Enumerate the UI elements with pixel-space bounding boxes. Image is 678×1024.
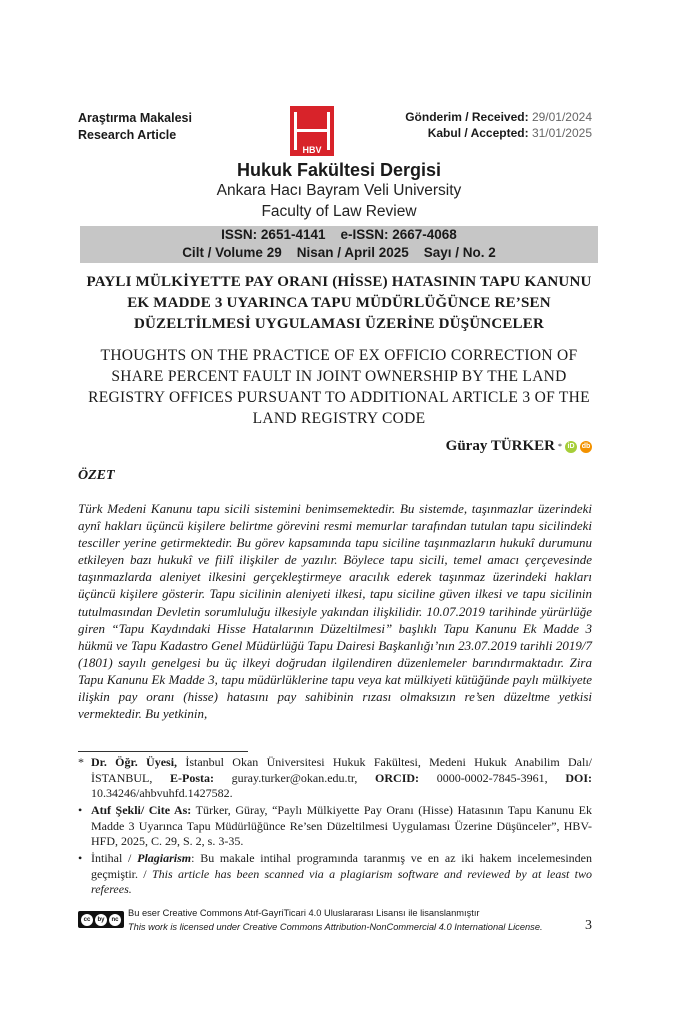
received-label: Gönderim / Received:: [405, 110, 529, 124]
article-title-tr: PAYLI MÜLKİYETTE PAY ORANI (HİSSE) HATASININ TAPU KANUNU EK MADDE 3 UYARINCA TAPU MÜDÜRLÜĞÜNCE RE’SEN DÜZELTİLMESİ UYGULAMASI ÜZERİNE DÜŞÜNCELER: [86, 274, 592, 332]
received-date: [405, 110, 592, 124]
article-type-en: Research Article: [78, 128, 177, 142]
accepted-date: [428, 126, 592, 140]
article-title-en: THOUGHTS ON THE PRACTICE OF EX OFFICIO CORRECTION OF SHARE PERCENT FAULT IN JOINT OWNERSHIP BY THE LAND REGISTRY OFFICES PURSUANT TO ADDITIONAL ARTICLE 3 OF THE LAND REGISTRY CODE: [88, 347, 590, 427]
nc-icon: nc: [109, 914, 121, 926]
plagiarism-text-en: This article has been scanned via a plagiarism software and reviewed by at least two referees.: [91, 866, 592, 896]
author-name: Güray TÜRKER: [445, 438, 555, 454]
hbv-logo: [290, 106, 334, 156]
footnote-rule: [78, 751, 248, 752]
volume-line: Cilt / Volume 29 Nisan / April 2025 Sayı / No. 2: [182, 245, 496, 260]
license-text-en: This work is licensed under Creative Commons Attribution-NonCommercial 4.0 International License.: [128, 922, 543, 932]
abstract-heading: ÖZET: [78, 468, 115, 483]
footnote-citation: [78, 803, 592, 850]
bullet: •: [78, 803, 83, 817]
footnote-author: [78, 755, 592, 802]
cc-license-badge[interactable]: [78, 911, 124, 928]
author-affiliation: İstanbul Okan Üniversitesi Hukuk Fakültesi, Medeni Hukuk Anabilim Dalı/ İSTANBUL,: [91, 755, 592, 785]
abstract-text: Türk Medeni Kanunu tapu sicili sistemini benimsemektedir. Bu sistemde, taşınmazlar üzerindeki aynî hakları üçüncü kişilere belirtme görevini resmi memurlar tarafından tutulan tapu sicilindeki tesciller yerine getirmektedir. Bu görev kapsamında tapu siciline taşınmazların hukukî durumunu etkileyen bazı hukukî ve fiilî ilişkiler de yazılır. Böylece tapu sicili, temel amacı çerçevesinde taşınmazlarda aleniyet ilkesini gerçekleştirmeye aracılık ederek taşınmaz üzerindeki hakları üçüncü kişilere gösterir. Tapu sicilinin aleniyeti ilkesi, tapu siciline güven ilkesi ve tapu sicilinin tutulmasından Devletin sorumluluğu ilkesiyle yakından ilişkilidir. 10.07.2019 tarihinde yürürlüğe giren “Tapu Kaydındaki Hisse Hatalarının Düzeltilmesi” başlıklı Tapu Kanunu Ek Madde 3 hükmü ve Tapu Kadastro Genel Müdürlüğü Tapu Dairesi Başkanlığı’nın 23.07.2019 tarihli 2019/7 (1801) sayılı genelgesi bu üç ilkeyi doğrudan ilgilendiren düzenlemeler barındırmaktadır. Zira Tapu Kanunu Ek Madde 3, tapu müdürlüklerine tapu veya kat mülkiyeti kütüğünde paylı mülkiyete ilişkin pay oranı (hisse) hatasını pay sahibinin rızası olmaksızın re’sen düzeltme yetkisi vermektedir. Bu yetkinin,: [78, 501, 592, 722]
bullet: •: [78, 851, 83, 865]
orcid-value: 0000-0002-7845-3961,: [419, 770, 566, 785]
journal-subtitle-1: Ankara Hacı Bayram Veli University: [216, 182, 462, 199]
accepted-label: Kabul / Accepted:: [427, 126, 529, 140]
by-icon: by: [95, 914, 107, 926]
journal-title: Hukuk Fakültesi Dergisi: [236, 160, 442, 180]
dblp-icon[interactable]: db: [580, 441, 592, 453]
orcid-icon[interactable]: iD: [565, 441, 577, 453]
plagiarism-label-tr: İntihal /: [91, 851, 138, 865]
logo-text: HBV: [302, 145, 322, 155]
page-number: 3: [585, 918, 592, 933]
article-type-tr: Araştırma Makalesi: [78, 111, 192, 125]
received-value: 29/01/2024: [531, 110, 592, 124]
footnote-plagiarism: [78, 851, 592, 898]
author-title: Dr. Öğr. Üyesi,: [91, 755, 178, 769]
journal-subtitle-2: Faculty of Law Review: [261, 203, 417, 220]
plagiarism-label-en: Plagiarism: [137, 851, 192, 865]
accepted-value: 31/01/2025: [531, 126, 592, 140]
author-line: [446, 438, 592, 455]
footnote-mark: *: [78, 755, 84, 769]
author-footnote-mark: *: [558, 442, 562, 451]
email-link[interactable]: guray.turker@okan.edu.tr,: [214, 770, 376, 785]
doi-link[interactable]: 10.34246/ahbvuhfd.1427582.: [91, 786, 233, 800]
cite-text: Türker, Güray, “Paylı Mülkiyette Pay Oranı (Hisse) Hatasının Tapu Kanunu Ek Madde 3 Uyarınca Tapu Müdürlüğünce Re’sen Düzeltilmesi Uygulaması Üzerine Düşünceler”, HBV-HFD, 2025, C. 29, S. 2, s. 3-35.: [91, 803, 592, 848]
issn-line: ISSN: 2651-4141 e-ISSN: 2667-4068: [221, 227, 457, 242]
plagiarism-text-tr: : Bu makale intihal programında taranmış ve en az iki hakem incelemesinden geçmiştir. /: [91, 851, 593, 881]
cite-label: Atıf Şekli/ Cite As:: [91, 803, 192, 817]
cc-icon: cc: [81, 914, 93, 926]
orcid-label: ORCID:: [375, 770, 420, 785]
doi-label: DOI:: [565, 770, 592, 785]
email-label: E-Posta:: [170, 770, 215, 785]
license-text-tr: Bu eser Creative Commons Atıf-GayriTicari 4.0 Uluslararası Lisansı ile lisanslanmıştır: [128, 908, 480, 918]
